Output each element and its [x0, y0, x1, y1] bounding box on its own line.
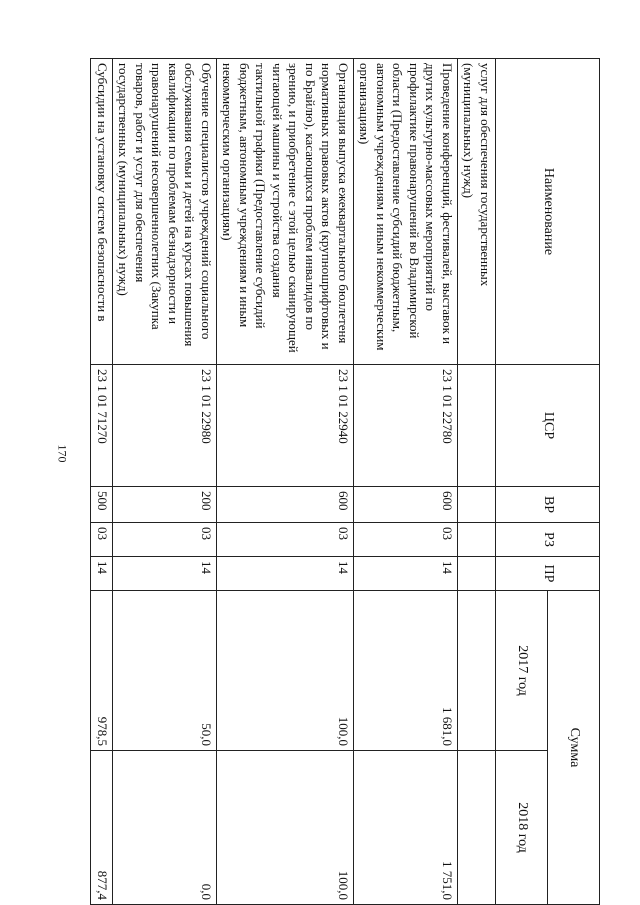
header-rz: РЗ: [496, 523, 600, 557]
row-2018: 100,0: [217, 751, 354, 905]
header-year-2018: 2018 год: [496, 751, 548, 905]
row-2018: 877,4: [91, 751, 113, 905]
row-2017: 50,0: [113, 591, 217, 751]
row-2018: 1 751,0: [354, 751, 458, 905]
row-pr: [458, 557, 496, 591]
row-2017: 100,0: [217, 591, 354, 751]
row-vr: 600: [354, 487, 458, 523]
rotated-page-content: [95, 58, 600, 904]
row-2018: [458, 751, 496, 905]
header-csr: ЦСР: [496, 365, 600, 487]
row-name: Субсидии на установку систем безопасности в: [91, 59, 113, 365]
header-sum: Сумма: [548, 591, 600, 905]
row-name: Обучение специалистов учреждений социального обслуживания семьи и детей на курсах повышения квалификации по проблемам безнадзорности и правонарушений несовершеннолетних (Закупка товаров, работ и услуг для обеспечения государственных (муниципальных) нужд): [113, 59, 217, 365]
header-name: Наименование: [496, 59, 600, 365]
table-row: [217, 59, 354, 905]
row-2018: 0,0: [113, 751, 217, 905]
row-2017: 978,5: [91, 591, 113, 751]
row-vr: 600: [217, 487, 354, 523]
row-pr: 14: [113, 557, 217, 591]
header-year-2017: 2017 год: [496, 591, 548, 751]
row-name: Проведение конференций, фестивалей, выставок и других культурно-массовых мероприятий по профилактике правонарушений во Владимирской области (Предоставление субсидий бюджетным, автономным учреждениям и иным некоммерческим организациям): [354, 59, 458, 365]
budget-table: [91, 58, 601, 905]
row-vr: [458, 487, 496, 523]
row-2017: 1 681,0: [354, 591, 458, 751]
row-pr: 14: [354, 557, 458, 591]
header-pr: ПР: [496, 557, 600, 591]
row-name: услуг для обеспечения государственных (муниципальных) нужд): [458, 59, 496, 365]
row-vr: 500: [91, 487, 113, 523]
row-rz: 03: [113, 523, 217, 557]
header-vr: ВР: [496, 487, 600, 523]
row-csr: 23 1 01 22940: [217, 365, 354, 487]
row-csr: [458, 365, 496, 487]
row-pr: 14: [91, 557, 113, 591]
table-header: [496, 59, 600, 905]
page-number: 170: [55, 444, 70, 463]
row-rz: 03: [354, 523, 458, 557]
table-row: [91, 59, 113, 905]
row-rz: [458, 523, 496, 557]
row-csr: 23 1 01 22980: [113, 365, 217, 487]
row-2017: [458, 591, 496, 751]
row-vr: 200: [113, 487, 217, 523]
row-rz: 03: [217, 523, 354, 557]
table-row: [458, 59, 496, 905]
table-row: [113, 59, 217, 905]
row-name: Организация выпуска ежеквартального бюллетеня нормативных правовых актов (крупношрифтовых и по Брайлю), касающихся проблем инвалидов по зрению, и приобретение с этой целью сканирующей читающей машины и устройства создания тактильной графики (Предоставление субсидий бюджетным, автономным учреждениям и иным некоммерческим организациям): [217, 59, 354, 365]
table-row: [354, 59, 458, 905]
row-csr: 23 1 01 71270: [91, 365, 113, 487]
row-pr: 14: [217, 557, 354, 591]
row-csr: 23 1 01 22780: [354, 365, 458, 487]
row-rz: 03: [91, 523, 113, 557]
